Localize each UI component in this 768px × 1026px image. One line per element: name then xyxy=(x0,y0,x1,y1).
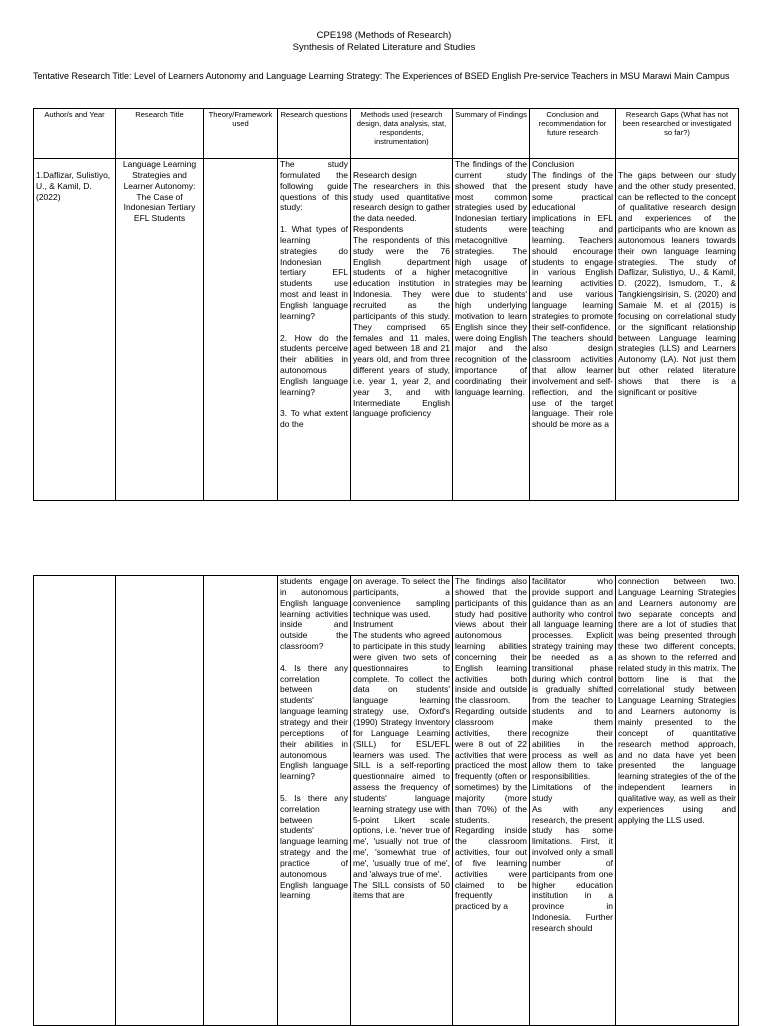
synthesis-matrix-part1 xyxy=(33,108,739,501)
cell-research-gaps: connection between two. Language Learning Strategies and Learners autonomy are two separate concepts and there are a lot of studies that was being presented through these two different concepts, as shown to the referred and related study in this matrix. The bottom line is that the correlational study between Language Learning Strategies and Learners autonomy is mainly presented to the concept of quantitative research method approach, and no data have yet been presented the language learning strategies of the of the independent learners in qualitative way, as well as their experiences using and applying the LLS used. xyxy=(618,576,736,825)
col-header-theory: Theory/Framework used xyxy=(204,109,278,159)
cell-findings: The findings of the current study showed that the most common strategies used by Indonesian tertiary students were metacognitive strategies. The high usage of metacognitive strategies may be due to students' high underlying motivation to learn English since they were doing English major and the recognition of the importance of coordinating their language learning. xyxy=(455,159,527,397)
cell-conclusion: facilitator who provide support and guidance than as an authority who control all language learning processes. Explicit strategy training may be needed as a transitional phase during which control is gradually shifted from the teacher to students and to make them recognize their abilities in the process as well as allow them to take responsibilities. Limitations of the study As with any research, the present study has some limitations. First, it involved only a small number of participants from one higher education institution in a province in Indonesia. Further research should xyxy=(532,576,613,933)
cell-research-questions: The study formulated the following guide questions of this study: 1. What types of learning strategies do Indonesian tertiary EFL students use most and least in English language learning? 2. How do the students perceive their abilities in autonomous English language learning? 3. To what extent do the xyxy=(280,159,348,430)
col-header-questions: Research questions xyxy=(278,109,351,159)
col-header-author: Author/s and Year xyxy=(34,109,116,159)
header-row xyxy=(34,109,739,159)
col-header-gaps: Research Gaps (What has not been researched or investigated so far?) xyxy=(616,109,739,159)
col-header-methods: Methods used (research design, data analysis, stat, respondents, instrumentation) xyxy=(351,109,453,159)
cell-research-title xyxy=(118,576,201,1025)
cell-author: 1.Daflizar, Sulistiyo, U., & Kamil, D. (2022) xyxy=(36,169,111,202)
tentative-research-title: Tentative Research Title: Level of Learners Autonomy and Language Learning Strategy: The Experiences of BSED English Pre-service Teachers in MSU Marawi Main Campus xyxy=(33,71,730,81)
col-header-conclusion: Conclusion and recommendation for future research xyxy=(530,109,616,159)
cell-theory xyxy=(206,576,275,1025)
document-subtitle: Synthesis of Related Literature and Studies xyxy=(292,42,476,53)
cell-methods: on average. To select the participants, a convenience sampling technique was used. Instrument The students who agreed to participate in this study were given two sets of questionnaires to complete. To collect the data on students' language learning strategy use, Oxford's (1990) Strategy Inventory for Language Learning (SILL) for ESL/EFL learners was used. The SILL is a self-reporting questionnaire aimed to assess the frequency of students' language learning strategy use with 5-point Likert scale options, i.e. 'never true of me', 'usually not true of me', 'somewhat true of me', 'usually true of me', and 'always true of me'. The SILL consists of 50 items that are xyxy=(353,576,450,901)
table-row xyxy=(34,576,739,1026)
table-row xyxy=(34,159,739,501)
col-header-title: Research Title xyxy=(116,109,204,159)
course-title: CPE198 (Methods of Research) xyxy=(316,30,452,41)
cell-research-questions: students engage in autonomous English language learning activities inside and outside the classroom? 4. Is there any correlation between students' language learning strategy and their perceptions of their abilities in autonomous English language learning? 5. Is there any correlation between students' language learning strategy and the practice of autonomous English language learning xyxy=(280,576,348,901)
cell-research-gaps: The gaps between our study and the other study presented, can be reflected to the concept of qualitative research design and experiences of the participants who are known as autonomous leaners towards their own language learning strategies. The study of Daflizar, Sulistiyo, U., & Kamil, D. (2022), Ismudom, T., & Tangkiengsirisin, S. (2020) and Samaie M. et al (2015) is focusing on correlational study or the significant relationship between Language learning strategies (LLS) and Learners Autonomy (LA). Not just them but other related literature shows that there is a significant or positive xyxy=(618,169,736,397)
synthesis-matrix-part2 xyxy=(33,575,739,1026)
cell-theory xyxy=(206,159,275,500)
cell-research-title: Language Learning Strategies and Learner Autonomy: The Case of Indonesian Tertiary EFL Students xyxy=(122,159,197,224)
cell-findings: The findings also showed that the participants of this study had positive views about their autonomous learning abilities concerning their English learning activities both inside and outside the classroom. Regarding outside classroom activities, there were 8 out of 22 activities that were practiced the most frequently (often or sometimes) by the majority (more than 70%) of the students. Regarding inside the classroom activities, four out of five learning activities were claimed to be frequently practiced by a xyxy=(455,576,527,912)
cell-methods: Research design The researchers in this study used quantitative research design to gather the data needed. Respondents The respondents of this study were the 76 English department students of a higher education institution in Indonesia. They were recruited as the participants of this study. They comprised 65 females and 11 males, aged between 18 and 21 years old, and from three different years of study, i.e. year 1, year 2, and year 3, and with Intermediate English language proficiency xyxy=(353,169,450,419)
cell-conclusion: Conclusion The findings of the present study have some practical educational implications in EFL teaching and learning. Teachers should encourage students to engage in various English learning activities and use various language learning strategies to promote their self-confidence. The teachers should also design classroom activities that allow learner involvement and self-reflection, and the use of the target language. Their role should be more as a xyxy=(532,159,613,430)
cell-author xyxy=(36,576,113,1025)
col-header-findings: Summary of Findings xyxy=(453,109,530,159)
